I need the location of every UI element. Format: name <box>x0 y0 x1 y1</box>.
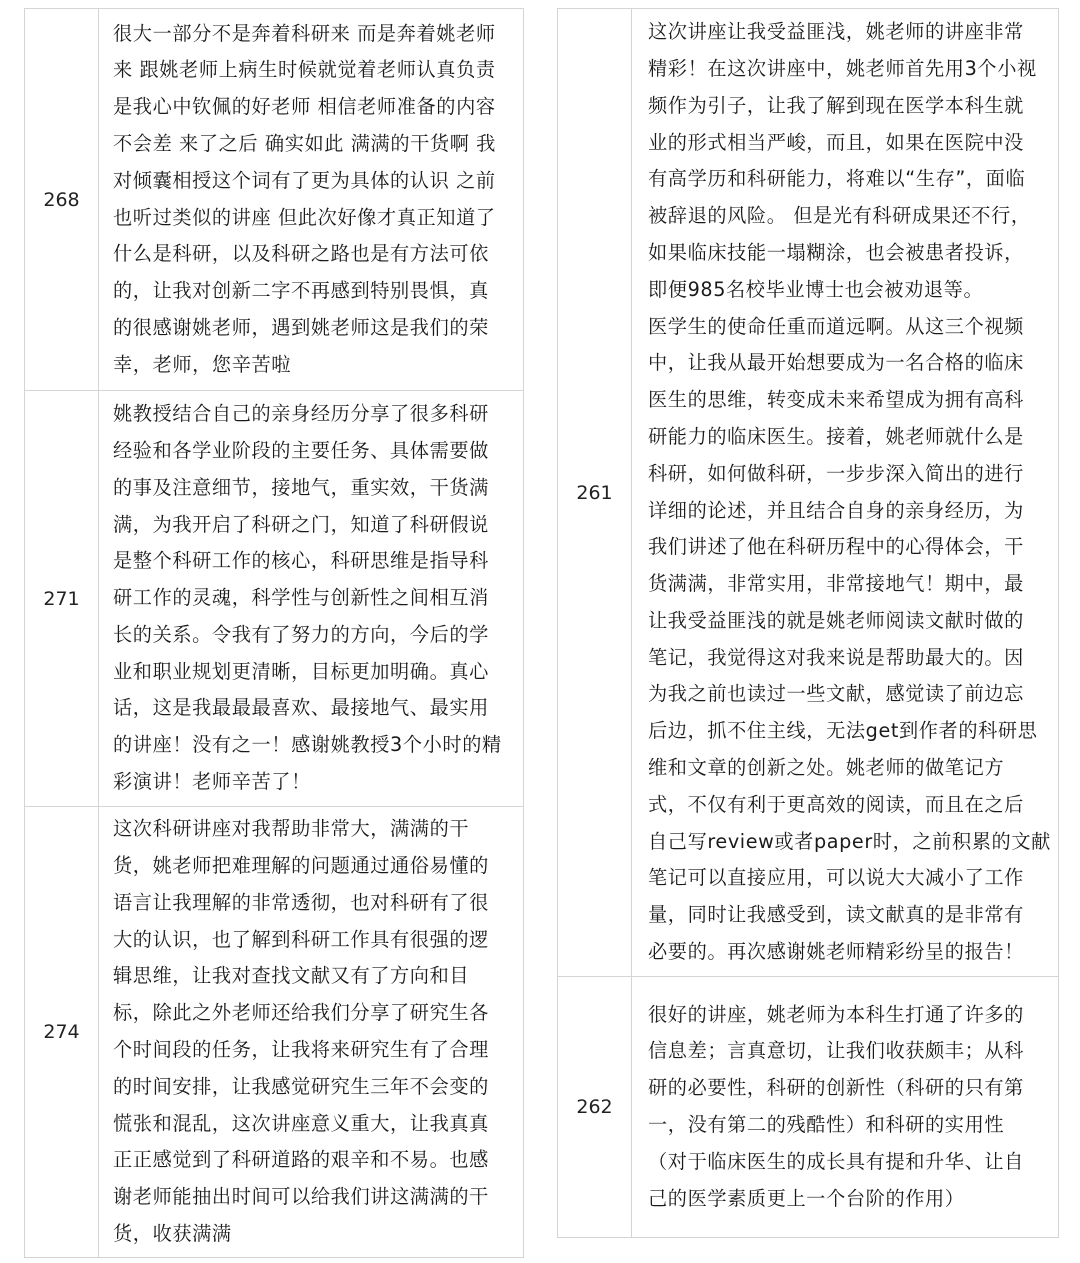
feedback-line: 被辞退的风险。 但是光有科研成果还不行， <box>648 204 1031 228</box>
feedback-line: 自己写review或者paper时，之前积累的文献 <box>648 829 1051 853</box>
feedback-line: 即便985名校毕业博士也会被劝退等。 <box>648 277 984 301</box>
feedback-line: 的很感谢姚老师，遇到姚老师这是我们的荣 <box>113 315 489 339</box>
feedback-line: 业的形式相当严峻，而且，如果在医院中没 <box>648 130 1024 154</box>
row-id: 261 <box>558 9 632 976</box>
feedback-line: 为我之前也读过一些文献，感觉读了前边忘 <box>648 682 1024 706</box>
feedback-line: 研工作的灵魂，科学性与创新性之间相互消 <box>113 586 489 610</box>
feedback-line: 什么是科研，以及科研之路也是有方法可依 <box>113 242 489 266</box>
feedback-line: 我们讲述了他在科研历程中的心得体会，干 <box>648 535 1024 559</box>
feedback-line: 的事及注意细节，接地气，重实效，干货满 <box>113 475 489 499</box>
feedback-line: 精彩！在这次讲座中，姚老师首先用3个小视 <box>648 56 1037 80</box>
feedback-line: 标，除此之外老师还给我们分享了研究生各 <box>113 1001 489 1025</box>
feedback-line: 对倾囊相授这个词有了更为具体的认识 之前 <box>113 168 496 192</box>
feedback-line: 必要的。再次感谢姚老师精彩纷呈的报告！ <box>648 940 1024 964</box>
feedback-line: 让我受益匪浅的就是姚老师阅读文献时做的 <box>648 608 1024 632</box>
feedback-line: 也听过类似的讲座 但此次好像才真正知道了 <box>113 205 496 229</box>
feedback-line: 量，同时让我感受到，读文献真的是非常有 <box>648 903 1024 927</box>
feedback-line: 科研，如何做科研，一步步深入简出的进行 <box>648 461 1024 485</box>
feedback-line: 这次讲座让我受益匪浅，姚老师的讲座非常 <box>648 20 1024 44</box>
feedback-line: 笔记，我觉得这对我来说是帮助最大的。因 <box>648 645 1024 669</box>
table-row <box>558 976 1058 1238</box>
feedback-line: 笔记可以直接应用，可以说大大减小了工作 <box>648 866 1024 890</box>
feedback-line: 正正感觉到了科研道路的艰辛和不易。也感 <box>113 1148 489 1172</box>
feedback-line: 满，为我开启了科研之门，知道了科研假说 <box>113 512 489 536</box>
table-row <box>558 8 1058 976</box>
feedback-line: 经验和各学业阶段的主要任务、具体需要做 <box>113 438 489 462</box>
feedback-table-left <box>24 8 524 1258</box>
feedback-line: 研的必要性，科研的创新性（科研的只有第 <box>648 1076 1024 1100</box>
row-id: 274 <box>25 807 99 1257</box>
feedback-line: 的讲座！没有之一！感谢姚教授3个小时的精 <box>113 733 502 757</box>
feedback-line: 研能力的临床医生。接着，姚老师就什么是 <box>648 424 1024 448</box>
feedback-line: 很好的讲座，姚老师为本科生打通了许多的 <box>648 1002 1024 1026</box>
feedback-line: 是我心中钦佩的好老师 相信老师准备的内容 <box>113 95 496 119</box>
table-row <box>25 390 523 806</box>
feedback-line: 辑思维，让我对查找文献又有了方向和目 <box>113 964 470 988</box>
row-id: 262 <box>558 977 632 1237</box>
feedback-text <box>632 977 1058 1237</box>
feedback-line: 话，这是我最最最喜欢、最接地气、最实用 <box>113 696 489 720</box>
feedback-text <box>99 807 523 1257</box>
feedback-line: 幸，老师，您辛苦啦 <box>113 352 292 376</box>
feedback-line: 来 跟姚老师上病生时候就觉着老师认真负责 <box>113 58 496 82</box>
feedback-line: 详细的论述，并且结合自身的亲身经历，为 <box>648 498 1024 522</box>
feedback-line: 是整个科研工作的核心，科研思维是指导科 <box>113 549 489 573</box>
feedback-line: 很大一部分不是奔着科研来 而是奔着姚老师 <box>113 21 496 45</box>
feedback-line: 维和文章的创新之处。姚老师的做笔记方 <box>648 756 1005 780</box>
row-id: 271 <box>25 391 99 806</box>
feedback-line: 一，没有第二的残酷性）和科研的实用性 <box>648 1113 1005 1136</box>
feedback-line: 语言让我理解的非常透彻，也对科研有了很 <box>113 890 489 914</box>
feedback-line: 有高学历和科研能力，将难以“生存”，面临 <box>648 167 1026 191</box>
feedback-line: （对于临床医生的成长具有提和升华、让自 <box>648 1149 1024 1173</box>
table-row <box>25 8 523 390</box>
feedback-text <box>99 9 523 390</box>
feedback-line: 中，让我从最开始想要成为一名合格的临床 <box>648 351 1024 375</box>
feedback-line: 己的医学素质更上一个台阶的作用） <box>648 1186 965 1210</box>
feedback-line: 长的关系。令我有了努力的方向，今后的学 <box>113 622 489 646</box>
feedback-line: 医学生的使命任重而道远啊。从这三个视频 <box>648 314 1024 338</box>
row-id: 268 <box>25 9 99 390</box>
feedback-line: 货，姚老师把难理解的问题通过通俗易懂的 <box>113 854 489 878</box>
feedback-text <box>632 9 1058 976</box>
feedback-line: 谢老师能抽出时间可以给我们讲这满满的干 <box>113 1185 489 1209</box>
feedback-line: 大的认识，也了解到科研工作具有很强的逻 <box>113 927 489 951</box>
feedback-line: 个时间段的任务，让我将来研究生有了合理 <box>113 1038 489 1061</box>
feedback-line: 货满满，非常实用，非常接地气！期中，最 <box>648 572 1024 596</box>
feedback-line: 的时间安排，让我感觉研究生三年不会变的 <box>113 1074 489 1098</box>
feedback-line: 式，不仅有利于更高效的阅读，而且在之后 <box>648 792 1024 816</box>
feedback-line: 后边，抓不住主线，无法get到作者的科研思 <box>648 719 1038 743</box>
feedback-line: 彩演讲！老师辛苦了！ <box>113 770 311 794</box>
feedback-line: 慌张和混乱，这次讲座意义重大，让我真真 <box>113 1111 489 1135</box>
feedback-line: 货，收获满满 <box>113 1221 232 1245</box>
feedback-line: 医生的思维，转变成未来希望成为拥有高科 <box>648 388 1024 412</box>
feedback-table-right <box>557 8 1059 1238</box>
feedback-line: 的，让我对创新二字不再感到特别畏惧，真 <box>113 279 489 303</box>
feedback-text <box>99 391 523 806</box>
feedback-line: 这次科研讲座对我帮助非常大，满满的干 <box>113 817 470 841</box>
feedback-line: 业和职业规划更清晰，目标更加明确。真心 <box>113 659 489 683</box>
feedback-line: 频作为引子，让我了解到现在医学本科生就 <box>648 93 1024 117</box>
feedback-line: 不会差 来了之后 确实如此 满满的干货啊 我 <box>113 131 496 155</box>
feedback-line: 姚教授结合自己的亲身经历分享了很多科研 <box>113 402 489 426</box>
table-row <box>25 806 523 1258</box>
feedback-line: 如果临床技能一塌糊涂，也会被患者投诉， <box>648 240 1024 264</box>
feedback-line: 信息差；言真意切，让我们收获颇丰；从科 <box>648 1039 1024 1063</box>
